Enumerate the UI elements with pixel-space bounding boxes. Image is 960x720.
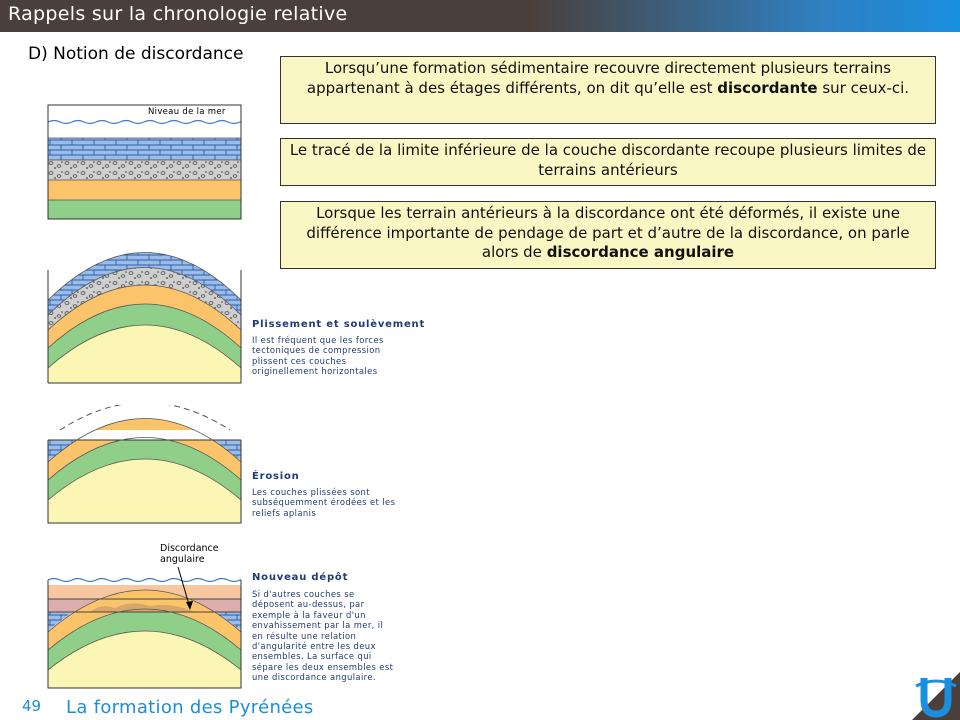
discordance-label-line2: angulaire (160, 554, 205, 565)
stage2-desc-line: reliefs aplanis (252, 507, 317, 518)
footer-title: La formation des Pyrénées (66, 697, 314, 718)
stage1-description (252, 335, 427, 377)
box2-text: Le tracé de la limite inférieure de la couche discordante recoupe plusieurs limites de terrains antérieurs (289, 141, 927, 179)
stage2-title: Érosion (252, 471, 300, 482)
box1-text-after: sur ceux-ci. (817, 78, 910, 97)
section-subtitle: D) Notion de discordance (28, 44, 244, 64)
box1-text-before: Lorsqu’une formation sédimentaire recouvre directement plusieurs terrains appartenant à des étages différents, on dit qu’elle est (306, 59, 892, 97)
stage-erosion (48, 403, 241, 524)
stage2-desc-line: Les couches plissées sont (252, 487, 370, 497)
box3-bold-term: discordance angulaire (546, 243, 735, 261)
stage1-desc-line: plissent ces couches (252, 355, 347, 366)
discordance-label-line1: Discordance (160, 543, 219, 554)
stage1-desc-line: tectoniques de compression (252, 345, 381, 356)
box1-bold-term: discordante (717, 78, 818, 97)
university-logo-icon (912, 672, 960, 720)
stage3-desc-line: en résulte une relation (252, 630, 357, 641)
stage2-desc-line: subséquemment érodées et les (252, 497, 396, 508)
stage3-desc-line: ensembles. La surface qui (252, 651, 372, 662)
stage3-desc-line: d'angularité entre les deux (252, 641, 376, 652)
stage-new-deposit (48, 570, 252, 688)
stage1-desc-line: originellement horizontales (252, 366, 378, 377)
stage3-desc-line: exemple à la faveur d'un (252, 609, 366, 620)
stage3-desc-line: sépare les deux ensembles est (252, 661, 394, 672)
stage3-desc-line: une discordance angulaire. (252, 672, 376, 683)
stage3-desc-line: déposent au-dessus, par (252, 599, 365, 610)
stage3-desc-line: envahissement par la mer, il (252, 620, 384, 631)
sea-level-label: Niveau de la mer (148, 107, 226, 117)
discordance-label (160, 543, 219, 565)
stage1-title: Plissement et soulèvement (252, 319, 426, 330)
stage3-desc-line: Si d'autres couches se (252, 589, 355, 599)
box3-text-before: Lorsque les terrain antérieurs à la discordance ont été déformés, il existe une différence importante de pendage de part et d’autre de la discordance, on parle alors de (306, 204, 910, 261)
stage-horizontal-layers (48, 105, 252, 219)
page-title: Rappels sur la chronologie relative (8, 3, 348, 25)
stage1-desc-line: Il est fréquent que les forces (252, 335, 384, 345)
stage3-description (252, 589, 427, 683)
stage-folding (48, 240, 241, 383)
page-number: 49 (22, 697, 42, 715)
stage3-title: Nouveau dépôt (252, 572, 349, 583)
stage2-description (252, 487, 427, 518)
